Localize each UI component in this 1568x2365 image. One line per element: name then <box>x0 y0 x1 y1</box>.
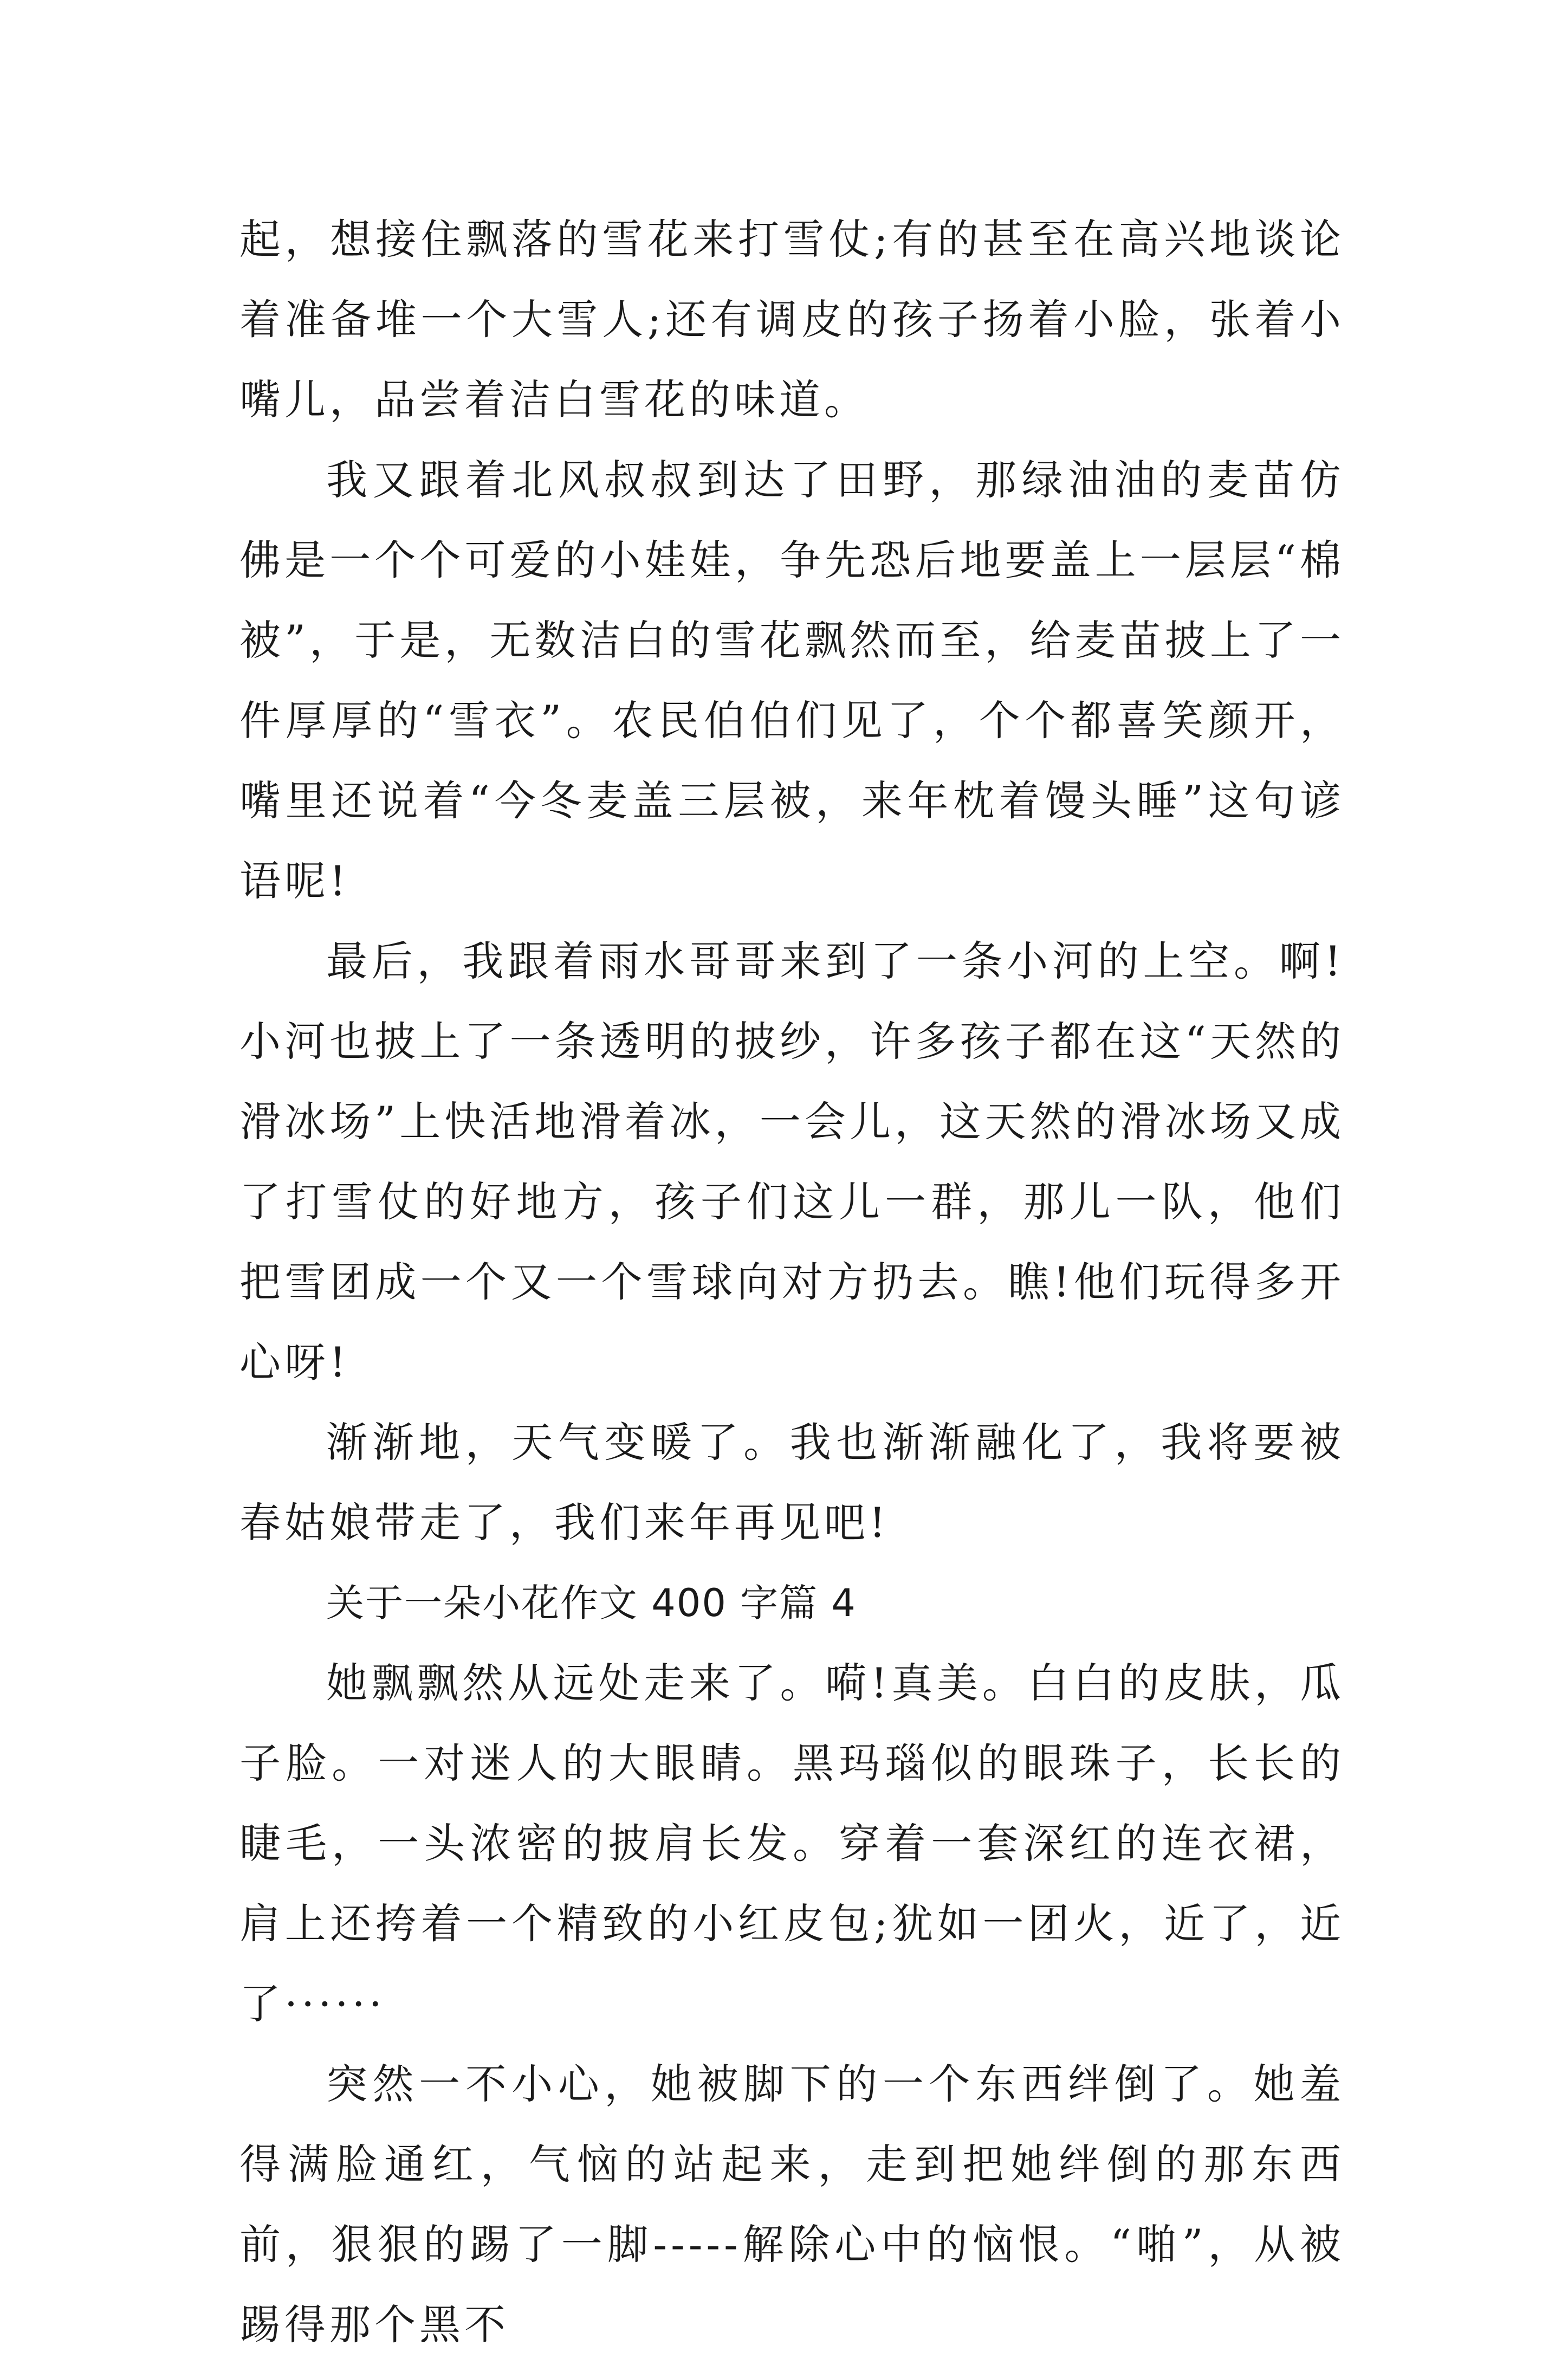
paragraph-3: 最后，我跟着雨水哥哥来到了一条小河的上空。啊!小河也披上了一条透明的披纱，许多孩子都在这“天然的滑冰场”上快活地滑着冰，一会儿，这天然的滑冰场又成了打雪仗的好地方，孩子们这儿一群，那儿一队，他们把雪团成一个又一个雪球向对方扔去。瞧!他们玩得多开心呀! <box>239 937 1345 1386</box>
paragraph-5: 她飘飘然从远处走来了。嗬!真美。白白的皮肤，瓜子脸。一对迷人的大眼睛。黑玛瑙似的眼珠子，长长的睫毛，一头浓密的披肩长发。穿着一套深红的连衣裙，肩上还挎着一个精致的小红皮包;犹如一团火，近了，近了······ <box>239 1659 1345 2028</box>
paragraph-6: 突然一不小心，她被脚下的一个东西绊倒了。她羞得满脸通红，气恼的站起来，走到把她绊倒的那东西前，狠狠的踢了一脚-----解除心中的恼恨。“啪”，从被踢得那个黑不 <box>239 2060 1345 2349</box>
paragraph-4: 渐渐地，天气变暖了。我也渐渐融化了，我将要被春姑娘带走了，我们来年再见吧! <box>239 1418 1345 1547</box>
paragraph-2: 我又跟着北风叔叔到达了田野，那绿油油的麦苗仿佛是一个个可爱的小娃娃，争先恐后地要盖上一层层“棉被”，于是，无数洁白的雪花飘然而至，给麦苗披上了一件厚厚的“雪衣”。农民伯伯们见了，个个都喜笑颜开，嘴里还说着“今冬麦盖三层被，来年枕着馒头睡”这句谚语呢! <box>239 456 1345 905</box>
document-body <box>239 199 1345 2365</box>
section-heading: 关于一朵小花作文 400 字篇 4 <box>326 1581 857 1625</box>
paragraph-1: 起，想接住飘落的雪花来打雪仗;有的甚至在高兴地谈论着准备堆一个大雪人;还有调皮的孩子扬着小脸，张着小嘴儿，品尝着洁白雪花的味道。 <box>239 215 1345 424</box>
